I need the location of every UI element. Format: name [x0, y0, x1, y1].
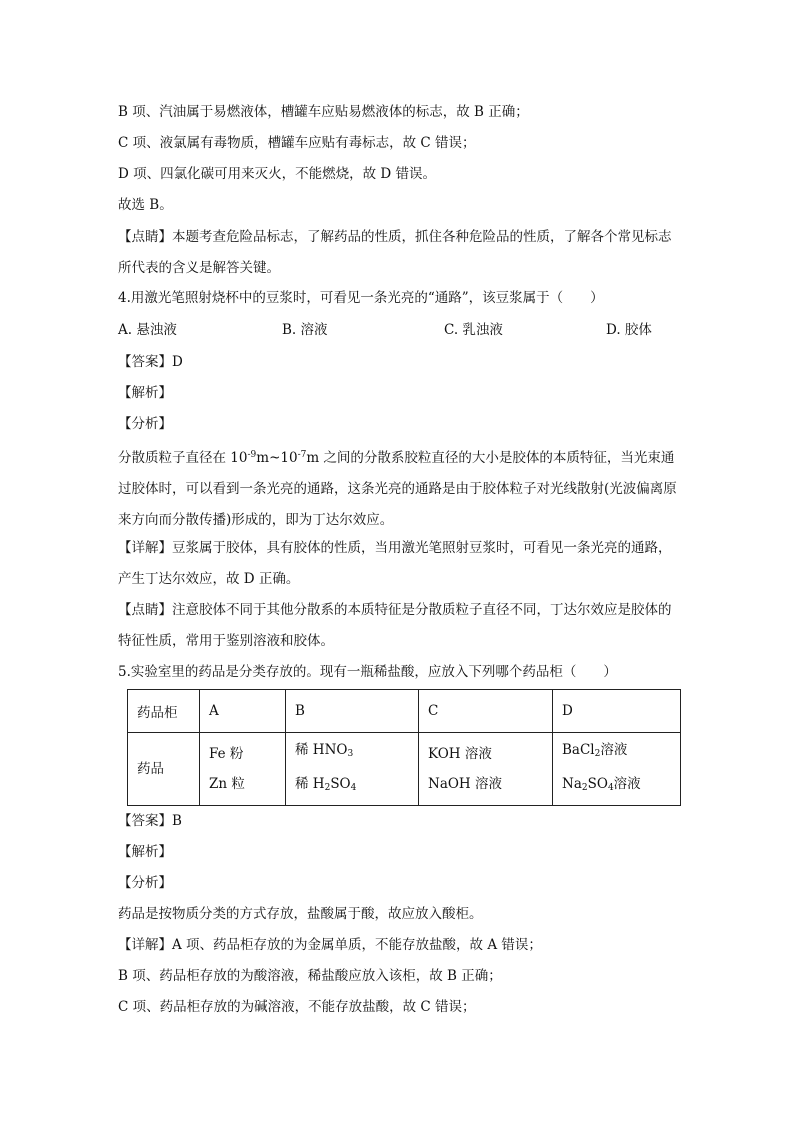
table-header-row	[128, 690, 681, 733]
text-line: D 项、四氯化碳可用来灭火，不能燃烧，故 D 错误。	[118, 166, 437, 182]
question-4-options	[118, 320, 678, 340]
analysis-sub-label: 【分析】	[118, 416, 172, 432]
table-cell-c: KOH 溶液 NaOH 溶液	[419, 733, 553, 806]
answer-label: 【答案】B	[118, 813, 182, 829]
answer-label: 【答案】D	[118, 354, 183, 370]
analysis-label: 【解析】	[118, 385, 172, 401]
option-b: B. 溶液	[282, 322, 328, 338]
detail-line: B 项、药品柜存放的为酸溶液，稀盐酸应放入该柜，故 B 正确；	[118, 968, 502, 984]
tip-paragraph: 【点睛】注意胶体不同于其他分散系的本质特征是分散质粒子直径不同，丁达尔效应是胶体的特征性质，常用于鉴别溶液和胶体。	[118, 602, 672, 649]
text-line: C 项、液氯属有毒物质，槽罐车应贴有毒标志，故 C 错误；	[118, 135, 476, 151]
question-5-stem: 5.实验室里的药品是分类存放的。现有一瓶稀盐酸，应放入下列哪个药品柜（ ）	[118, 664, 617, 680]
tip-paragraph: 【点睛】本题考查危险品标志，了解药品的性质，抓住各种危险品的性质，了解各个常见标志所代表的含义是解答关键。	[118, 229, 672, 276]
question-4-stem: 4.用激光笔照射烧杯中的豆浆时，可看见一条光亮的“通路”，该豆浆属于（ ）	[118, 290, 604, 306]
table-header-cell: D	[553, 690, 681, 733]
detail-line: 【详解】A 项、药品柜存放的为金属单质，不能存放盐酸，故 A 错误；	[118, 937, 542, 953]
table-header-cell: C	[419, 690, 553, 733]
option-d: D. 胶体	[606, 322, 652, 338]
analysis-sub-label: 【分析】	[118, 875, 172, 891]
option-a: A. 悬浊液	[118, 322, 177, 338]
detail-line: C 项、药品柜存放的为碱溶液，不能存放盐酸，故 C 错误；	[118, 999, 476, 1015]
table-row	[128, 733, 681, 806]
table-header-cell: 药品柜	[128, 690, 200, 733]
analysis-label: 【解析】	[118, 844, 172, 860]
analysis-paragraph: 分散质粒子直径在 $10^{-9}m\sim 10^{-7}m$ 之间的分散系胶粒直径的大小是胶体的本质特征，当光束通过胶体时，可以看到一条光亮的通路，这条光亮的通路是由于胶体粒子对光线散射(光波偏离原来方向而分散传播)形成的，即为丁达尔效应。	[118, 450, 677, 528]
table-cell-b: 稀 $HNO_3$ 稀 $H_2SO_4$	[286, 733, 419, 806]
table-row-label: 药品	[128, 733, 200, 806]
table-header-cell: B	[286, 690, 419, 733]
detail-paragraph: 【详解】豆浆属于胶体，具有胶体的性质，当用激光笔照射豆浆时，可看见一条光亮的通路，产生丁达尔效应，故 D 正确。	[118, 540, 672, 587]
option-c: C. 乳浊液	[444, 322, 503, 338]
text-line: B 项、汽油属于易燃液体，槽罐车应贴易燃液体的标志，故 B 正确；	[118, 104, 529, 120]
medicine-cabinet-table	[127, 689, 681, 806]
analysis-text: 药品是按物质分类的方式存放，盐酸属于酸，故应放入酸柜。	[118, 906, 483, 922]
table-cell-a: Fe 粉 Zn 粒	[200, 733, 286, 806]
table-header-cell: A	[200, 690, 286, 733]
table-cell-d: BaCl$_2$溶液 $Na_2SO_4$溶液	[553, 733, 681, 806]
text-line: 故选 B。	[118, 197, 173, 213]
